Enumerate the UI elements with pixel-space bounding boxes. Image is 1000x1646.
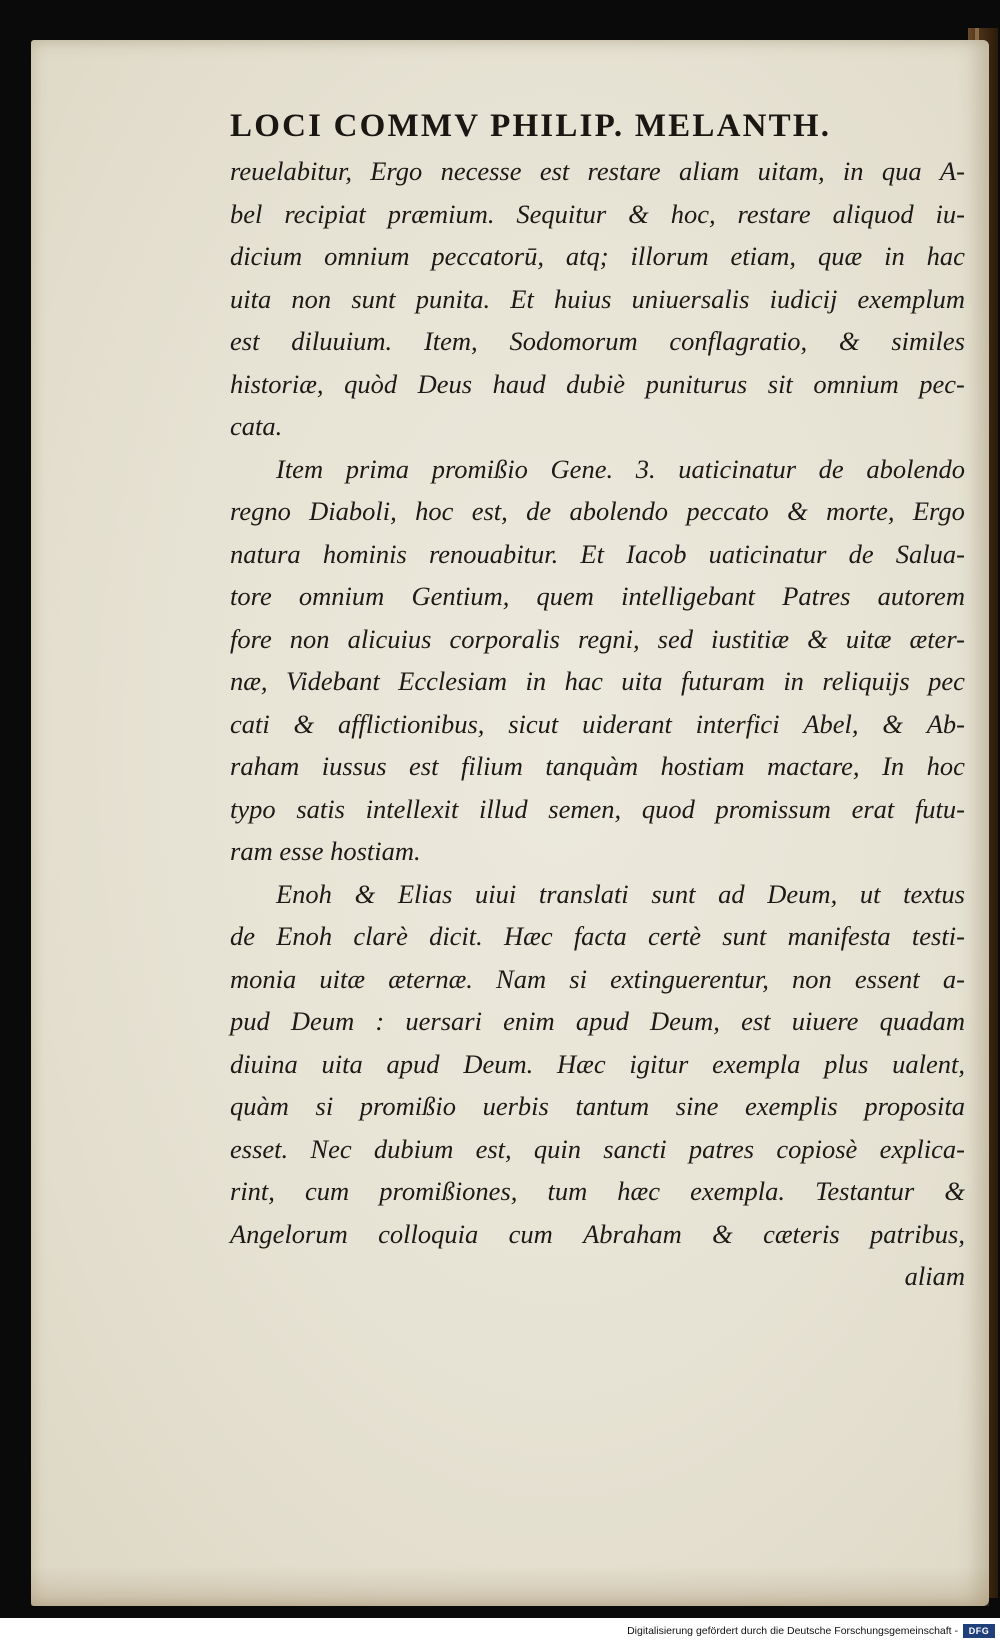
text-line: quàm si promißio uerbis tantum sine exemplis proposita [230, 1091, 965, 1121]
text-line: uita non sunt punita. Et huius uniuersalis iudicij exemplum [230, 283, 965, 314]
footer-credit: Digitalisierung gefördert durch die Deutsche Forschungsgemeinschaft - [627, 1625, 958, 1637]
text-line: cati & afflictionibus, sicut uiderant interfici Abel, & Ab- [230, 708, 965, 739]
text-line: typo satis intellexit illud semen, quod promissum erat futu- [230, 793, 965, 824]
body-text [230, 150, 965, 1298]
text-line: natura hominis renouabitur. Et Iacob uaticinatur de Salua- [230, 538, 965, 569]
text-line: historiæ, quòd Deus haud dubiè puniturus sit omnium pec- [230, 368, 965, 399]
text-line: pud Deum : uersari enim apud Deum, est uiuere quadam [230, 1006, 965, 1036]
paragraph [230, 873, 965, 1256]
text-line: raham iussus est filium tanquàm hostiam mactare, In hoc [230, 751, 965, 781]
text-line: reuelabitur, Ergo necesse est restare aliam uitam, in qua A- [230, 156, 965, 186]
paragraph [230, 448, 965, 873]
text-line: tore omnium Gentium, quem intelligebant Patres autorem [230, 581, 965, 611]
text-line: cata. [230, 411, 283, 441]
text-line: diuina uita apud Deum. Hæc igitur exempla plus ualent, [230, 1048, 965, 1079]
text-line: næ, Videbant Ecclesiam in hac uita futuram in reliquijs pec [230, 666, 965, 696]
text-line: Enoh & Elias uiui translati sunt ad Deum, ut textus [276, 878, 965, 909]
text-line: esset. Nec dubium est, quin sancti patres copiosè explica- [230, 1133, 965, 1164]
catchword: aliam [904, 1261, 965, 1291]
running-head: LOCI COMMV PHILIP. MELANTH. [230, 108, 832, 144]
text-line: bel recipiat præmium. Sequitur & hoc, restare aliquod iu- [230, 198, 965, 229]
paragraph [230, 150, 965, 448]
text-line: rint, cum promißiones, tum hæc exempla. Testantur & [230, 1176, 965, 1206]
text-line: ram esse hostiam. [230, 836, 421, 866]
text-line: dicium omnium peccatorū, atq; illorum etiam, quæ in hac [230, 241, 965, 271]
text-line: Item prima promißio Gene. 3. uaticinatur de abolendo [276, 453, 965, 484]
text-line: monia uitæ æternæ. Nam si extinguerentur, non essent a- [230, 963, 965, 994]
text-line: est diluuium. Item, Sodomorum conflagratio, & similes [230, 326, 965, 356]
text-line: regno Diaboli, hoc est, de abolendo peccato & morte, Ergo [230, 496, 965, 526]
dfg-logo: DFG [963, 1624, 995, 1638]
text-line: de Enoh clarè dicit. Hæc facta certè sunt manifesta testi- [230, 921, 965, 951]
footer-bar [0, 1618, 1000, 1646]
text-line: fore non alicuius corporalis regni, sed iustitiæ & uitæ æter- [230, 623, 965, 654]
text-line: Angelorum colloquia cum Abraham & cæteris patribus, [230, 1218, 965, 1249]
